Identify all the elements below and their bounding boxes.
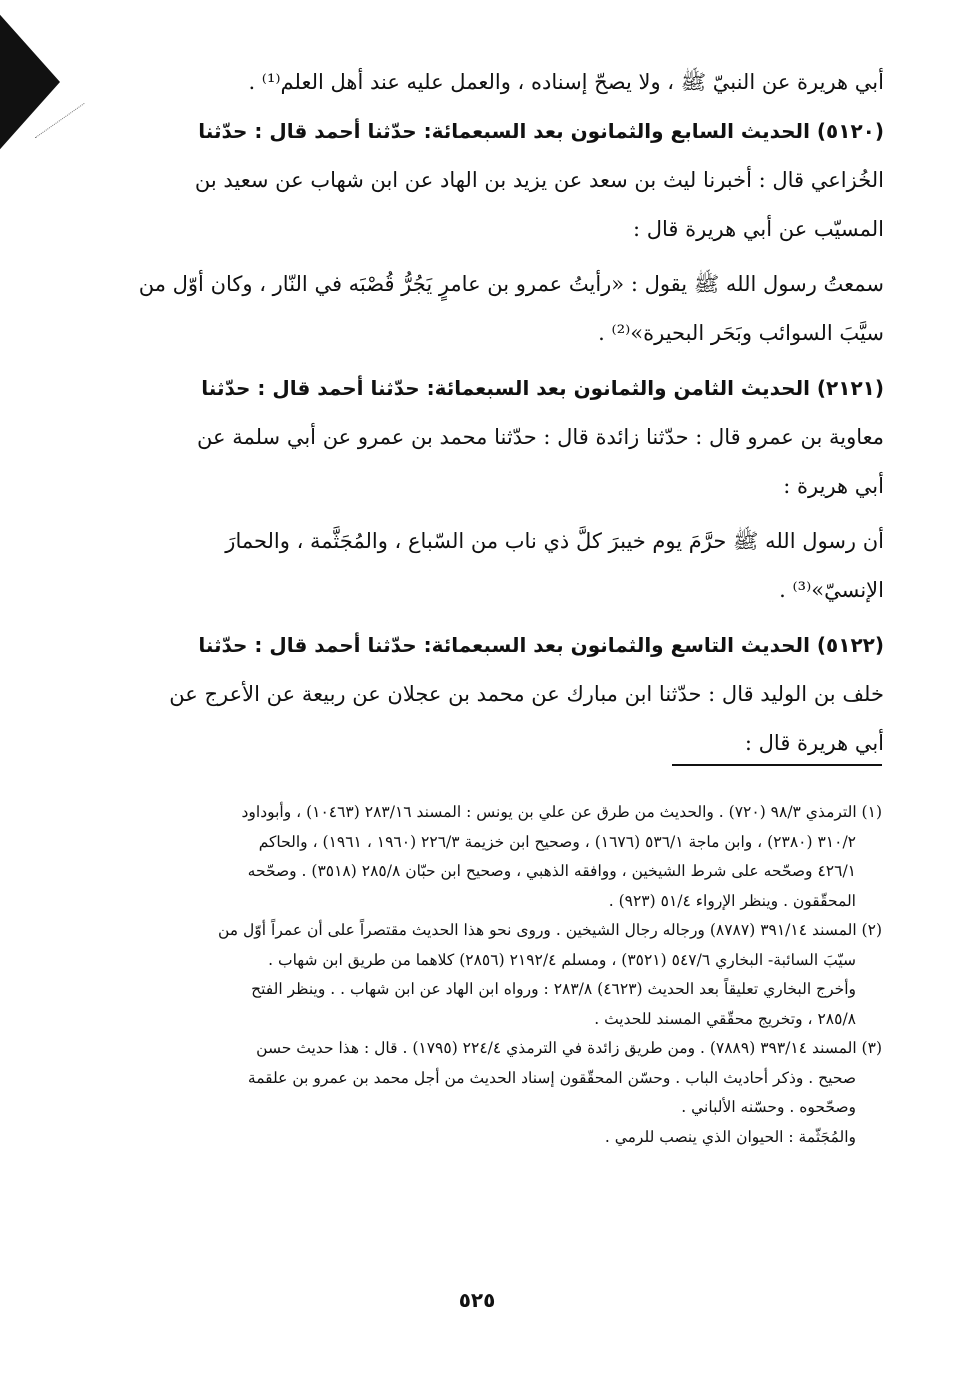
text-line: خلف بن الوليد قال : حدّثنا ابن مبارك عن محمد بن عجلان عن ربيعة عن الأعرج عن bbox=[169, 682, 884, 706]
hadith-heading: (٥١٢٢) الحديث التاسع والثمانون بعد السبعمائة: حدّثنا أحمد قال : حدّثنا bbox=[198, 633, 884, 657]
text-line: سيَّبَ السوائب وبَحَر البحيرة»⁽²⁾ . bbox=[598, 321, 884, 345]
text-line: أبي هريرة : bbox=[783, 474, 884, 498]
page-number: ٥٢٥ bbox=[458, 1288, 496, 1312]
text-line: سمعتُ رسول الله ﷺ يقول : «رأيتُ عمرو بن عامرٍ يَجُرُّ قُصْبَه في النّار ، وكان أوّل من bbox=[138, 272, 884, 296]
text-line: الإنسيّ»⁽³⁾ . bbox=[779, 578, 884, 602]
footnote-line: (٣) المسند ٣٩٣/١٤ (٧٨٨٩) . ومن طريق زائدة في الترمذي ٢٢٤/٤ (١٧٩٥) . قال : هذا حديث حسن bbox=[256, 1039, 882, 1057]
footnote-line: ٤٢٦/١ وصحّحه على شرط الشيخين ، ووافقه الذهبي ، وصحيح ابن حبّان ٢٨٥/٨ (٣٥١٨) . وصحّحه bbox=[247, 862, 856, 880]
footnote-line: (٢) المسند ٣٩١/١٤ (٨٧٨٧) ورجاله رجال الشيخين . وروى نحو هذا الحديث مقتصراً على أن عمراً أوّل من bbox=[218, 921, 882, 939]
text-line: معاوية بن عمرو قال : حدّثنا زائدة قال : حدّثنا محمد بن عمرو عن أبي سلمة عن bbox=[197, 425, 884, 449]
footnote-line: ٣١٠/٢ (٢٣٨٠) ، وابن ماجة ٥٣٦/١ (١٦٧٦) ، وصحيح ابن خزيمة ٢٢٦/٣ (١٩٦٠ ، ١٩٦١) ، والحاكم bbox=[258, 832, 856, 851]
main-text bbox=[110, 58, 884, 768]
footnote-line: وصحّحوه . وحسّنه الألباني . bbox=[681, 1098, 856, 1116]
page-corner-mark bbox=[0, 15, 60, 149]
text-line: الخُزاعي قال : أخبرنا ليث بن سعد عن يزيد بن الهاد عن ابن شهاب عن سعيد بن bbox=[194, 168, 884, 192]
hadith-heading: (٢١٢١) الحديث الثامن والثمانون بعد السبعمائة: حدّثنا أحمد قال : حدّثنا bbox=[201, 376, 884, 400]
text-line: أن رسول الله ﷺ حرَّمَ يوم خيبرَ كلَّ ذي ناب من السّباع ، والمُجَثَّمة ، والحمارَ bbox=[225, 529, 884, 553]
footnote-separator bbox=[672, 764, 882, 766]
footnote-line: وأخرج البخاري تعليقاً بعد الحديث (٤٦٢٣) ٢٨٣/٨ : ورواه ابن الهاد عن ابن شهاب . . وينظر الفتح bbox=[251, 980, 856, 998]
footnote-line: المحقّقون . وينظر الإرواء ٥١/٤ (٩٢٣) . bbox=[608, 891, 856, 910]
footnotes bbox=[112, 798, 882, 1152]
text-line: المسيّب عن أبي هريرة قال : bbox=[632, 217, 884, 241]
text-line: أبي هريرة قال : bbox=[744, 731, 884, 755]
footnote-line: سيّبَ السائبة- البخاري ٥٤٧/٦ (٣٥٢١) ، ومسلم ٢١٩٢/٤ (٢٨٥٦) كلاهما من طريق ابن شهاب . bbox=[268, 950, 856, 969]
footnote-line: والمُجَثّمة : الحيوان الذي ينصب للرمي . bbox=[604, 1127, 856, 1146]
hadith-heading: (٥١٢٠) الحديث السابع والثمانون بعد السبعمائة: حدّثنا أحمد قال : حدّثنا bbox=[198, 119, 884, 143]
text-line: أبي هريرة عن النبيّ ﷺ ، ولا يصحّ إسناده ، والعمل عليه عند أهل العلم⁽¹⁾ . bbox=[248, 70, 884, 94]
footnote-line: صحيح . وذكر أحاديث الباب . وحسّن المحقّقون إسناد الحديث من أجل محمد بن عمرو بن علقمة bbox=[247, 1068, 856, 1087]
footnote-line: ٢٨٥/٨ ، وتخريج محقّقي المسند للحديث . bbox=[594, 1009, 856, 1028]
footnote-line: (١) الترمذي ٩٨/٣ (٧٢٠) . والحديث من طرق عن علي بن يونس : المسند ٢٨٣/١٦ (١٠٤٦٣) ، وأبوداود bbox=[241, 803, 882, 821]
